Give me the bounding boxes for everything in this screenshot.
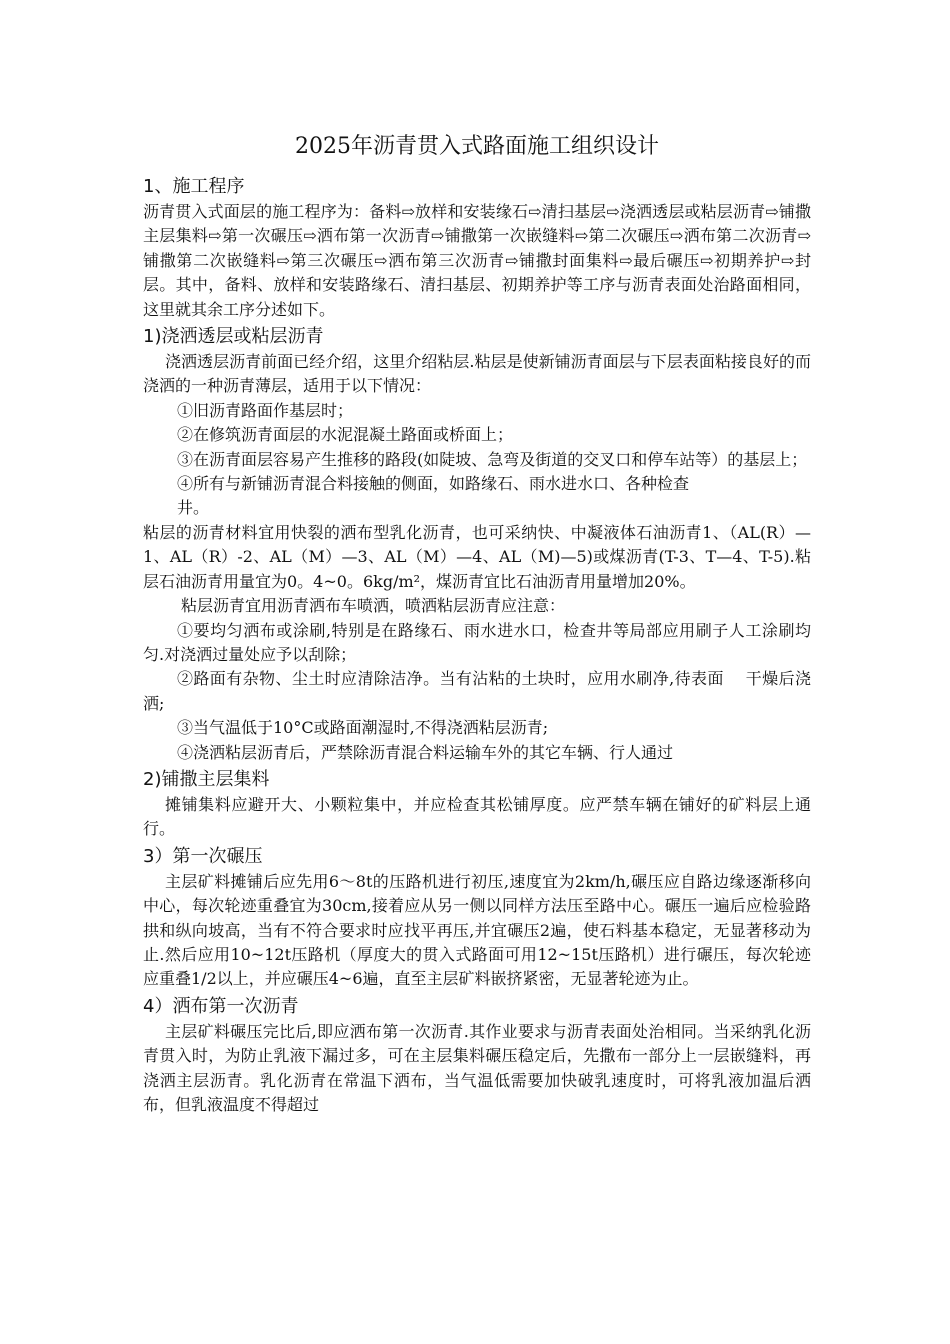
- list-item-note-3: ③当气温低于10°C或路面潮湿时,不得浇洒粘层沥青;: [177, 718, 549, 738]
- document-title: 2025年沥青贯入式路面施工组织设计: [295, 134, 659, 159]
- section-heading-first-rolling: 3）第一次碾压: [143, 845, 263, 867]
- list-item-tack-2: ②在修筑沥青面层的水泥混凝土路面或桥面上；: [177, 425, 514, 445]
- document-body: [143, 132, 811, 1117]
- list-item-tack-4-continued: 井。: [177, 498, 210, 518]
- paragraph-first-asphalt: 主层矿料碾压完比后,即应洒布第一次沥青.其作业要求与沥青表面处治相同。当采纳乳化沥青贯入时，为防止乳液下漏过多，可在主层集料碾压稳定后，先撒布一部分上一层嵌缝料，再浇洒主层沥青。乳化沥青在常温下洒布，当气温低需要加快破乳速度时，可将乳液加温后洒布，但乳液温度不得超过: [143, 1021, 811, 1114]
- list-item-note-4: ④浇洒粘层沥青后，严禁除沥青混合料运输车外的其它车辆、行人通过: [177, 742, 674, 762]
- section-heading-first-asphalt: 4）洒布第一次沥青: [143, 995, 299, 1017]
- list-item-note-1: ①要均匀洒布或涂刷,特别是在路缘石、雨水进水口，检查井等局部应用刷子人工涂刷均匀.对浇洒过量处应予以刮除；: [143, 620, 811, 664]
- list-item-tack-4: ④所有与新铺沥青混合料接触的侧面，如路缘石、雨水进水口、各种检查: [177, 474, 690, 494]
- paragraph-tack-coat-intro: 浇洒透层沥青前面已经介绍，这里介绍粘层.粘层是使新铺沥青面层与下层表面粘接良好的而浇洒的一种沥青薄层，适用于以下情况：: [143, 352, 811, 396]
- paragraph-tack-spraying: 粘层沥青宜用沥青洒布车喷洒，喷洒粘层沥青应注意：: [181, 596, 566, 616]
- list-item-tack-1: ①旧沥青路面作基层时；: [177, 400, 354, 420]
- list-item-tack-3: ③在沥青面层容易产生推移的路段(如陡坡、急弯及街道的交叉口和停车站等）的基层上；: [177, 449, 808, 469]
- paragraph-procedure: 沥青贯入式面层的施工程序为：备料⇨放样和安装缘石⇨清扫基层⇨浇洒透层或粘层沥青⇨铺撒主层集料⇨第一次碾压⇨洒布第一次沥青⇨铺撒第一次嵌缝料⇨第二次碾压⇨洒布第二次沥青⇨铺撒第二次嵌缝料⇨第三次碾压⇨洒布第三次沥青⇨铺撒封面集料⇨最后碾压⇨初期养护⇨封层。其中，备料、放样和安装路缘石、清扫基层、初期养护等工序与沥青表面处治路面相同，这里就其余工序分述如下。: [143, 202, 811, 319]
- paragraph-first-rolling: 主层矿料摊铺后应先用6～8t的压路机进行初压,速度宜为2km/h,碾压应自路边缘逐渐移向中心，每次轮迹重叠宜为30cm,接着应从另一侧以同样方法压至路中心。碾压一遍后应检验路拱和纵向坡高，当有不符合要求时应找平再压,并宜碾压2遍，使石料基本稳定，无显著移动为止.然后应用10~12t压路机（厚度大的贯入式路面可用12~15t压路机）进行碾压，每次轮迹应重叠1/2以上，并应碾压4~6遍，直至主层矿料嵌挤紧密，无显著轮迹为止。: [143, 871, 811, 989]
- list-item-note-2: ②路面有杂物、尘土时应清除洁净。当有沾粘的土块时，应用水刷净,待表面 干燥后浇洒;: [143, 669, 811, 713]
- section-heading-construction-procedure: 1、施工程序: [143, 176, 245, 197]
- section-heading-main-aggregate: 2)铺撒主层集料: [143, 768, 270, 790]
- paragraph-tack-materials: 粘层的沥青材料宜用快裂的洒布型乳化沥青，也可采纳快、中凝液体石油沥青1、（AL(R）—1、AL（R）-2、AL（M）—3、AL（M）—4、AL（M)—5)或煤沥青(T-3、T—4、T-5).粘层石油沥青用量宜为0。4~0。6kg/m²，煤沥青宜比石油沥青用量增加20%。: [143, 522, 811, 591]
- paragraph-main-aggregate: 摊铺集料应避开大、小颗粒集中，并应检查其松铺厚度。应严禁车辆在铺好的矿料层上通行。: [143, 794, 811, 839]
- section-heading-tack-coat: 1)浇洒透层或粘层沥青: [143, 326, 324, 348]
